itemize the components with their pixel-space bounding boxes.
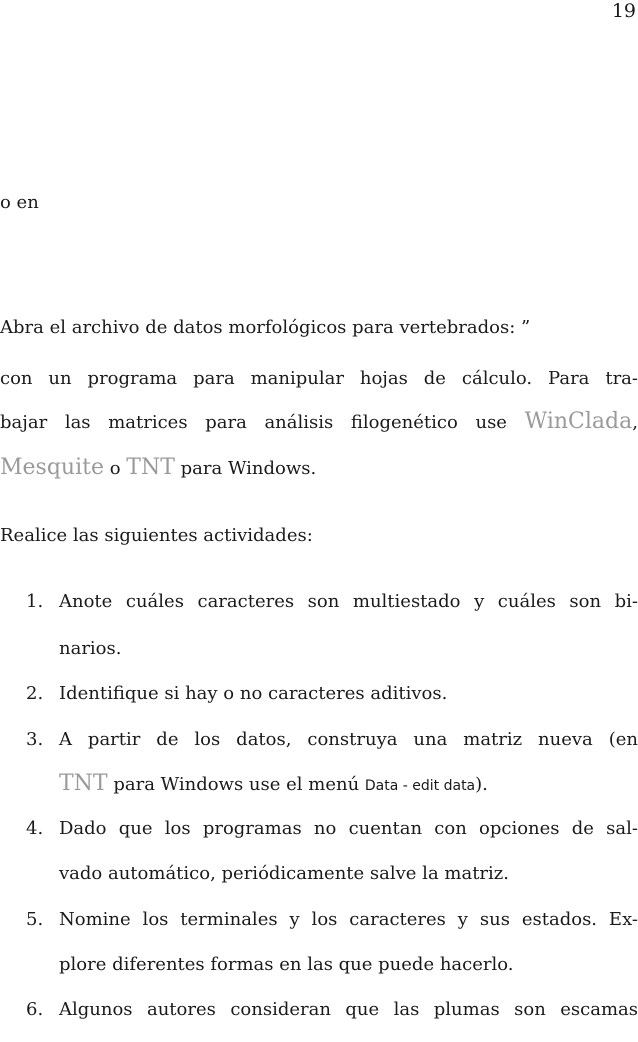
- tnt-link[interactable]: TNT: [59, 771, 108, 796]
- list-item-number: 1.: [26, 591, 44, 612]
- list-item-number: 5.: [26, 909, 44, 930]
- text-close-paren: ).: [475, 774, 488, 795]
- list-item-line: A partir de los datos, construya una matriz nueva (en: [59, 729, 638, 750]
- paragraph-line-bajar: [0, 410, 638, 435]
- list-item-line: Anote cuáles caracteres son multiestado y cuáles son bi-: [59, 591, 638, 612]
- list-item-number: 2.: [26, 683, 44, 704]
- text-para-windows-menu: para Windows use el menú: [113, 774, 360, 795]
- list-item-number: 6.: [26, 999, 44, 1020]
- menu-path: Data - edit data: [364, 778, 476, 794]
- list-item-line: plore diferentes formas en las que puede hacerlo.: [59, 954, 514, 975]
- list-item-line: Algunos autores consideran que las plumas son escamas: [59, 999, 638, 1020]
- text-para-windows: para Windows.: [180, 458, 317, 479]
- comma: ,: [632, 412, 638, 433]
- list-item-line: Identifique si hay o no caracteres aditivos.: [59, 683, 448, 704]
- paragraph-line-abra: Abra el archivo de datos morfológicos para vertebrados: ”: [0, 317, 531, 338]
- paragraph-line-con-un: con un programa para manipular hojas de cálculo. Para tra-: [0, 368, 638, 389]
- list-item-line: narios.: [59, 638, 122, 659]
- paragraph-line-mesquite: [0, 456, 638, 481]
- list-item-line: [59, 772, 638, 798]
- text-o: o: [109, 458, 121, 479]
- list-item-number: 3.: [26, 729, 44, 750]
- text-bajar: bajar las matrices para análisis filogenético use: [0, 412, 507, 433]
- winclada-link[interactable]: WinClada: [524, 409, 633, 434]
- tnt-link[interactable]: TNT: [126, 455, 175, 480]
- paragraph-line-o-en: o en: [0, 192, 39, 213]
- list-item-line: vado automático, periódicamente salve la matriz.: [59, 863, 509, 884]
- list-item-line: Dado que los programas no cuentan con opciones de sal-: [59, 818, 638, 839]
- mesquite-link[interactable]: Mesquite: [0, 455, 104, 480]
- list-item-number: 4.: [26, 818, 44, 839]
- list-item-line: Nomine los terminales y los caracteres y sus estados. Ex-: [59, 909, 638, 930]
- paragraph-line-realice: Realice las siguientes actividades:: [0, 525, 313, 546]
- page-number: 19: [611, 0, 636, 22]
